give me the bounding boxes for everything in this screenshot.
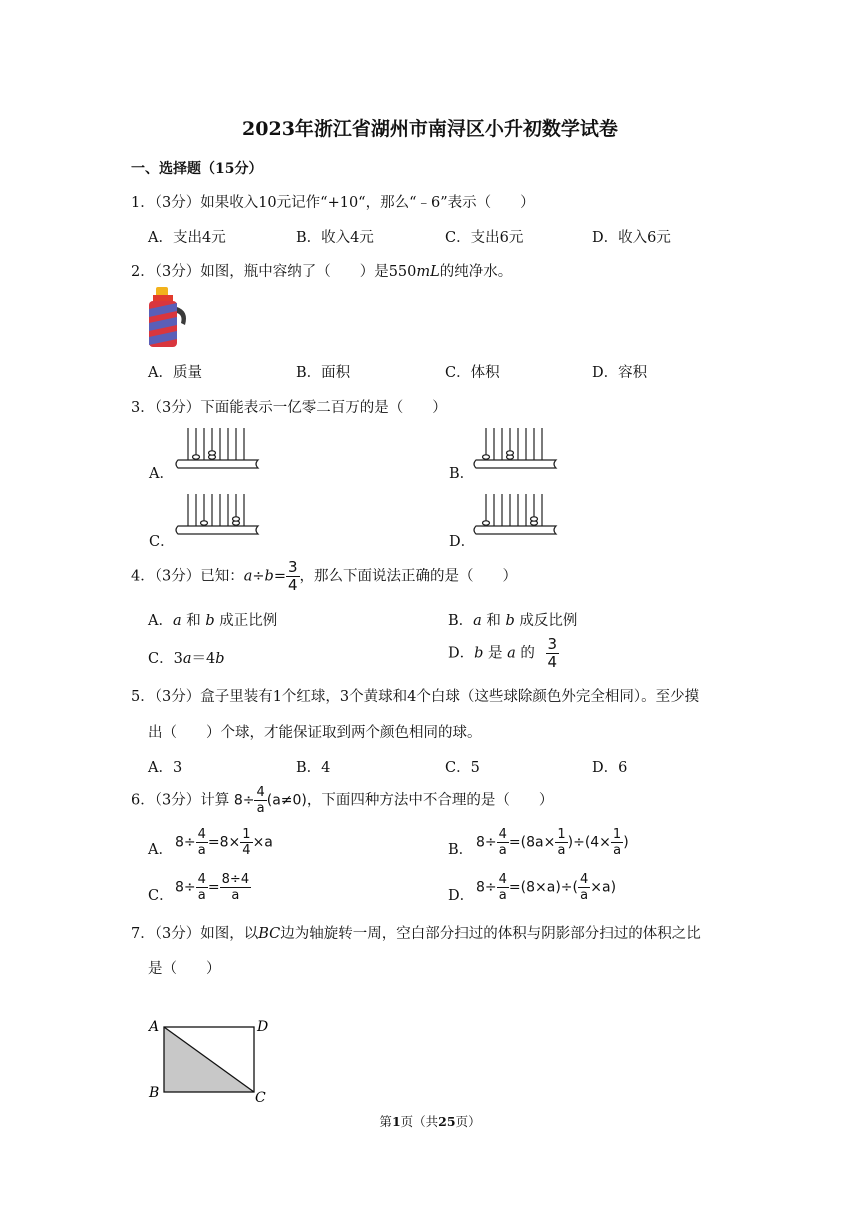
q4-fraction xyxy=(286,560,300,593)
q1-option-a[interactable]: A．支出4元 xyxy=(148,230,226,246)
question-7-line2: 是（ ） xyxy=(148,961,221,977)
q4c-var-b: b xyxy=(215,651,225,667)
abacus-c-image xyxy=(174,492,264,540)
q4-option-c[interactable] xyxy=(148,647,225,668)
q4a-var-a: a xyxy=(172,613,182,629)
q6b-n2: 1 xyxy=(557,827,566,842)
page-footer xyxy=(0,1112,860,1130)
q4a-and: 和 xyxy=(181,613,206,629)
q6-option-d-expr xyxy=(476,873,616,902)
q4-eq-sign: = xyxy=(273,568,286,585)
q6-expr-pre: 8÷ xyxy=(233,792,255,809)
q4b-var-b: b xyxy=(505,613,515,629)
q6-option-a-expr xyxy=(175,828,273,857)
q6-option-c-expr xyxy=(175,873,251,902)
q4c-eq: ＝4 xyxy=(191,651,216,667)
q6c-frac2 xyxy=(220,873,251,902)
q6b-frac2 xyxy=(555,828,567,857)
q6-expr-cond: (a≠0) xyxy=(266,792,307,809)
q6-option-c-label[interactable]: C． xyxy=(148,888,174,904)
q6d-part2: =(8×a)÷( xyxy=(508,879,578,896)
q6a-d2: 4 xyxy=(242,843,251,858)
water-bottle-image xyxy=(145,287,191,349)
q4a-text: 成正比例 xyxy=(214,613,278,629)
q4-option-b[interactable] xyxy=(448,609,577,630)
q6b-part1: 8÷ xyxy=(476,834,497,851)
q1-option-b[interactable]: B．收入4元 xyxy=(296,230,374,246)
q6a-part3: ×a xyxy=(252,834,273,851)
q2-stem-text: 2．（3分）如图，瓶中容纳了（ ）是550 xyxy=(131,264,417,280)
q5-option-d[interactable]: D．6 xyxy=(592,760,628,776)
q6c-n1: 4 xyxy=(197,872,206,887)
q1-option-d[interactable]: D．收入6元 xyxy=(592,230,671,246)
q2-option-b[interactable]: B．面积 xyxy=(296,365,351,381)
q3-option-c[interactable]: C． xyxy=(149,534,175,550)
q4d-label: D． xyxy=(448,645,475,662)
rectangle-diagram xyxy=(146,1016,276,1106)
question-5-line2: 出（ ）个球，才能保证取到两个颜色相同的球。 xyxy=(148,725,482,741)
q6c-d1: a xyxy=(197,888,206,903)
label-d: D xyxy=(257,1019,269,1035)
q6-expr-fraction xyxy=(254,786,266,815)
question-6-stem xyxy=(131,786,553,815)
q6d-d1: a xyxy=(498,888,507,903)
q6b-d2: a xyxy=(557,843,566,858)
question-5-line1: 5．（3分）盒子里装有1个红球，3个黄球和4个白球（这些球除颜色外完全相同）。至少摸 xyxy=(131,689,700,705)
q4-option-d[interactable] xyxy=(448,637,559,670)
q2-option-d[interactable]: D．容积 xyxy=(592,365,648,381)
label-a: A xyxy=(149,1019,160,1035)
q6d-part1: 8÷ xyxy=(476,879,497,896)
q4d-of: 的 xyxy=(515,645,535,662)
q6b-d3: a xyxy=(613,843,622,858)
q3-option-a[interactable]: A． xyxy=(149,466,174,482)
section-heading-choice: 一、选择题（15分） xyxy=(131,161,263,177)
q6-option-d-label[interactable]: D． xyxy=(448,888,475,904)
q4-frac-num: 3 xyxy=(287,558,298,576)
q6d-d2: a xyxy=(580,888,589,903)
q2-option-a[interactable]: A．质量 xyxy=(148,365,202,381)
q6c-n2: 8÷4 xyxy=(221,872,250,887)
abacus-b-image xyxy=(472,426,562,474)
q6b-d1: a xyxy=(498,843,507,858)
q4-frac-den: 4 xyxy=(287,576,298,594)
footer-mid: 页（共 xyxy=(400,1114,439,1129)
q6b-n3: 1 xyxy=(612,827,622,842)
label-c: C xyxy=(255,1090,266,1106)
q6d-part3: ×a) xyxy=(590,879,617,896)
q1-option-c[interactable]: C．支出6元 xyxy=(445,230,524,246)
q6-expression xyxy=(234,786,307,815)
q6a-n2: 1 xyxy=(242,827,251,842)
q4b-and: 和 xyxy=(481,613,506,629)
q4-div-sign: ÷ xyxy=(252,568,265,585)
q6b-n1: 4 xyxy=(498,827,507,842)
q2-stem-tail: 的纯净水。 xyxy=(439,264,513,280)
abacus-a-image xyxy=(174,426,264,474)
q7-bc: BC xyxy=(258,926,281,942)
q4a-var-b: b xyxy=(205,613,215,629)
footer-pre: 第 xyxy=(379,1114,392,1129)
q4-stem-tail: ，那么下面说法正确的是（ ） xyxy=(299,568,518,585)
q4-var-a: a xyxy=(243,568,253,585)
label-b: B xyxy=(149,1085,160,1101)
q4c-label: C．3 xyxy=(148,651,183,667)
q6d-frac1 xyxy=(497,873,509,902)
q6-frac-den: a xyxy=(256,801,265,816)
q4d-fraction xyxy=(546,637,560,670)
q6-option-a-label[interactable]: A． xyxy=(148,842,173,858)
q4d-var-b: b xyxy=(474,645,484,662)
q6-option-b-label[interactable]: B． xyxy=(448,842,474,858)
q4a-label: A． xyxy=(148,613,173,629)
q6-stem-text: 6．（3分）计算 xyxy=(131,792,230,809)
q6b-part4: ) xyxy=(623,834,629,851)
q6d-frac2 xyxy=(578,873,590,902)
q4-var-b: b xyxy=(264,568,274,585)
footer-post: 页） xyxy=(455,1114,481,1129)
abacus-d-image xyxy=(472,492,562,540)
question-3-stem: 3．（3分）下面能表示一亿零二百万的是（ ） xyxy=(131,400,447,416)
page-title: 2023年浙江省湖州市南浔区小升初数学试卷 xyxy=(242,118,618,140)
q6a-frac1 xyxy=(196,828,208,857)
q6b-part3: )÷(4× xyxy=(567,834,611,851)
q4d-frac-den: 4 xyxy=(547,653,558,671)
footer-total-pages: 25 xyxy=(438,1114,456,1129)
q6d-n2: 4 xyxy=(580,872,589,887)
q6a-part2: =8× xyxy=(207,834,241,851)
q7-stem-text: 7．（3分）如图，以 xyxy=(131,926,259,942)
q5-option-b[interactable]: B．4 xyxy=(296,760,331,776)
q6a-n1: 4 xyxy=(197,827,206,842)
q3-option-d[interactable]: D． xyxy=(449,534,476,550)
q4d-var-a: a xyxy=(507,645,516,662)
q7-stem-tail: 边为轴旋转一周，空白部分扫过的体积与阴影部分扫过的体积之比 xyxy=(280,926,701,942)
q6-frac-num: 4 xyxy=(256,785,265,800)
q6a-part1: 8÷ xyxy=(175,834,196,851)
q4-stem-text: 4．（3分）已知： xyxy=(131,568,244,585)
q5-option-c[interactable]: C．5 xyxy=(445,760,480,776)
q6d-n1: 4 xyxy=(498,872,507,887)
q6c-frac1 xyxy=(196,873,208,902)
question-2-stem xyxy=(131,260,512,281)
q4d-frac-num: 3 xyxy=(547,635,558,653)
question-1-stem: 1．（3分）如果收入10元记作“+10“，那么“﹣6”表示（ ） xyxy=(131,195,535,211)
q6a-d1: a xyxy=(197,843,206,858)
q6-option-b-expr xyxy=(476,828,629,857)
q6c-part2: = xyxy=(207,879,220,896)
question-7-line1 xyxy=(131,922,701,943)
q5-option-a[interactable]: A．3 xyxy=(148,760,183,776)
q6c-part1: 8÷ xyxy=(175,879,196,896)
q6b-part2: =(8a× xyxy=(508,834,556,851)
q2-unit: mL xyxy=(416,264,440,280)
q4b-label: B． xyxy=(448,613,474,629)
question-4-stem xyxy=(131,560,517,593)
q6a-frac2 xyxy=(240,828,252,857)
q2-option-c[interactable]: C．体积 xyxy=(445,365,500,381)
q4d-is: 是 xyxy=(483,645,508,662)
footer-page-number: 1 xyxy=(391,1114,401,1129)
q4b-text: 成反比例 xyxy=(514,613,578,629)
q4b-var-a: a xyxy=(473,613,482,629)
q4c-var-a: a xyxy=(182,651,192,667)
q6b-frac3 xyxy=(611,828,623,857)
q6-stem-tail: ，下面四种方法中不合理的是（ ） xyxy=(306,792,554,809)
q4-option-a[interactable] xyxy=(148,609,277,630)
q3-option-b[interactable]: B． xyxy=(449,466,475,482)
q6b-frac1 xyxy=(497,828,509,857)
q6c-d2: a xyxy=(231,888,240,903)
